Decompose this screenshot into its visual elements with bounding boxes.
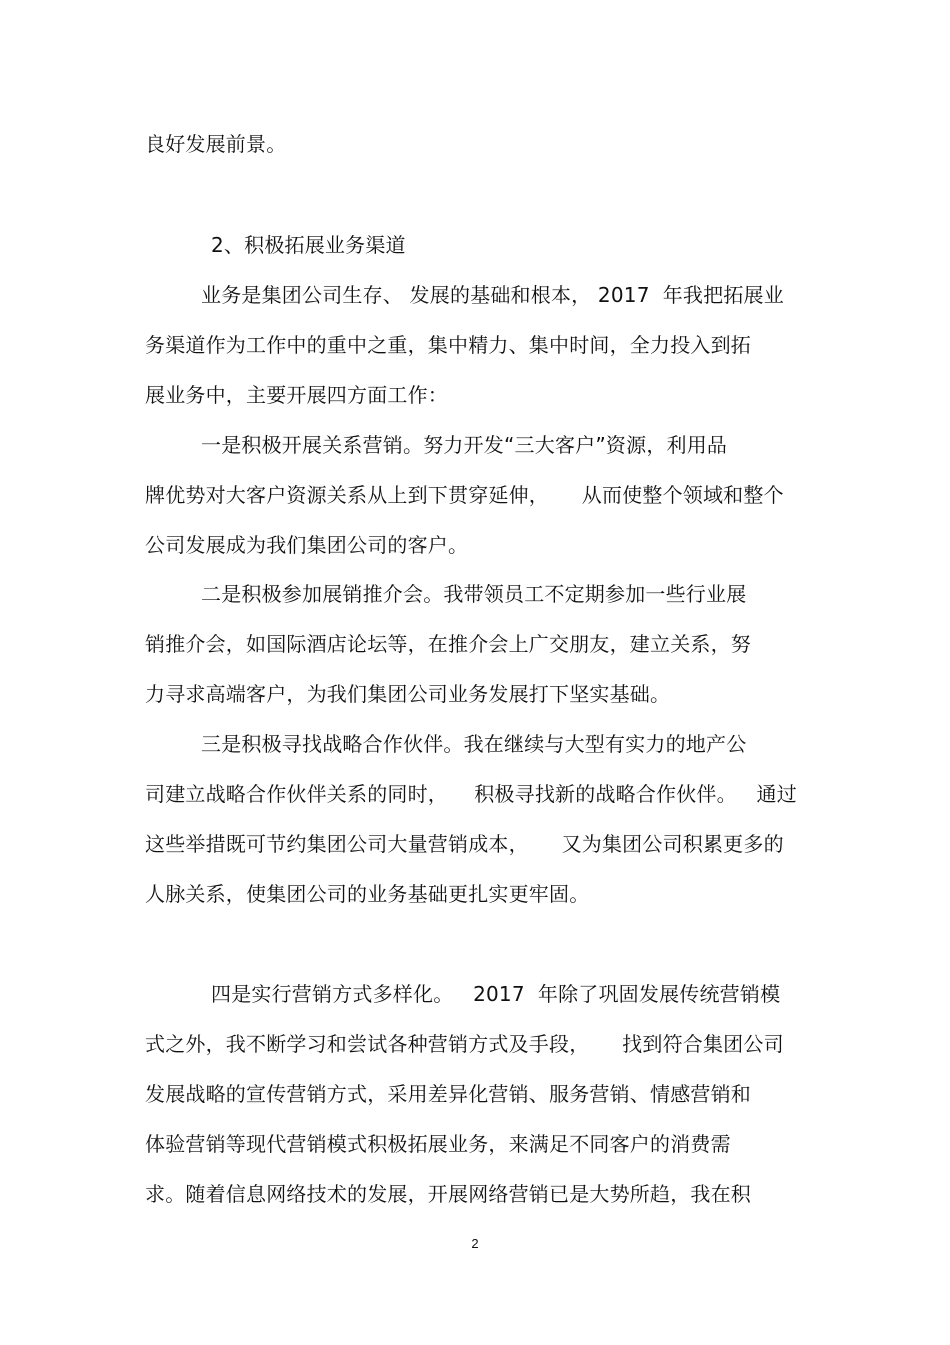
text-line-7: 牌优势对大客户资源关系从上到下贯穿延伸， 从而使整个领域和整个 [145,483,784,507]
text-line-10: 销推介会，如国际酒店论坛等，在推介会上广交朋友，建立关系，努 [145,632,751,656]
text-line-18: 发展战略的宣传营销方式，采用差异化营销、服务营销、情感营销和 [145,1082,751,1106]
text-line-3: 业务是集团公司生存、 发展的基础和根本， 2017 年我把拓展业 [201,283,784,307]
page-number: 2 [471,1236,479,1251]
text-line-4: 务渠道作为工作中的重中之重，集中精力、集中时间，全力投入到拓 [145,333,751,357]
text-line-1: 良好发展前景。 [145,132,287,156]
text-line-16: 四是实行营销方式多样化。 2017 年除了巩固发展传统营销模 [211,982,781,1006]
text-line-13: 司建立战略合作伙伴关系的同时， 积极寻找新的战略合作伙伴。 通过 [145,782,797,806]
text-line-5: 展业务中，主要开展四方面工作： [145,383,448,407]
text-line-15: 人脉关系，使集团公司的业务基础更扎实更牢固。 [145,882,590,906]
text-line-11: 力寻求高端客户，为我们集团公司业务发展打下坚实基础。 [145,682,671,706]
text-line-6: 一是积极开展关系营销。努力开发“三大客户”资源，利用品 [201,433,728,457]
text-line-20: 求。随着信息网络技术的发展，开展网络营销已是大势所趋，我在积 [145,1182,751,1206]
text-line-19: 体验营销等现代营销模式积极拓展业务，来满足不同客户的消费需 [145,1132,731,1156]
text-line-12: 三是积极寻找战略合作伙伴。我在继续与大型有实力的地产公 [201,732,747,756]
text-line-8: 公司发展成为我们集团公司的客户。 [145,533,469,557]
text-line-14: 这些举措既可节约集团公司大量营销成本， 又为集团公司积累更多的 [145,832,784,856]
text-line-17: 式之外，我不断学习和尝试各种营销方式及手段， 找到符合集团公司 [145,1032,784,1056]
text-line-9: 二是积极参加展销推介会。我带领员工不定期参加一些行业展 [201,582,747,606]
section-heading: 2、积极拓展业务渠道 [211,233,406,257]
